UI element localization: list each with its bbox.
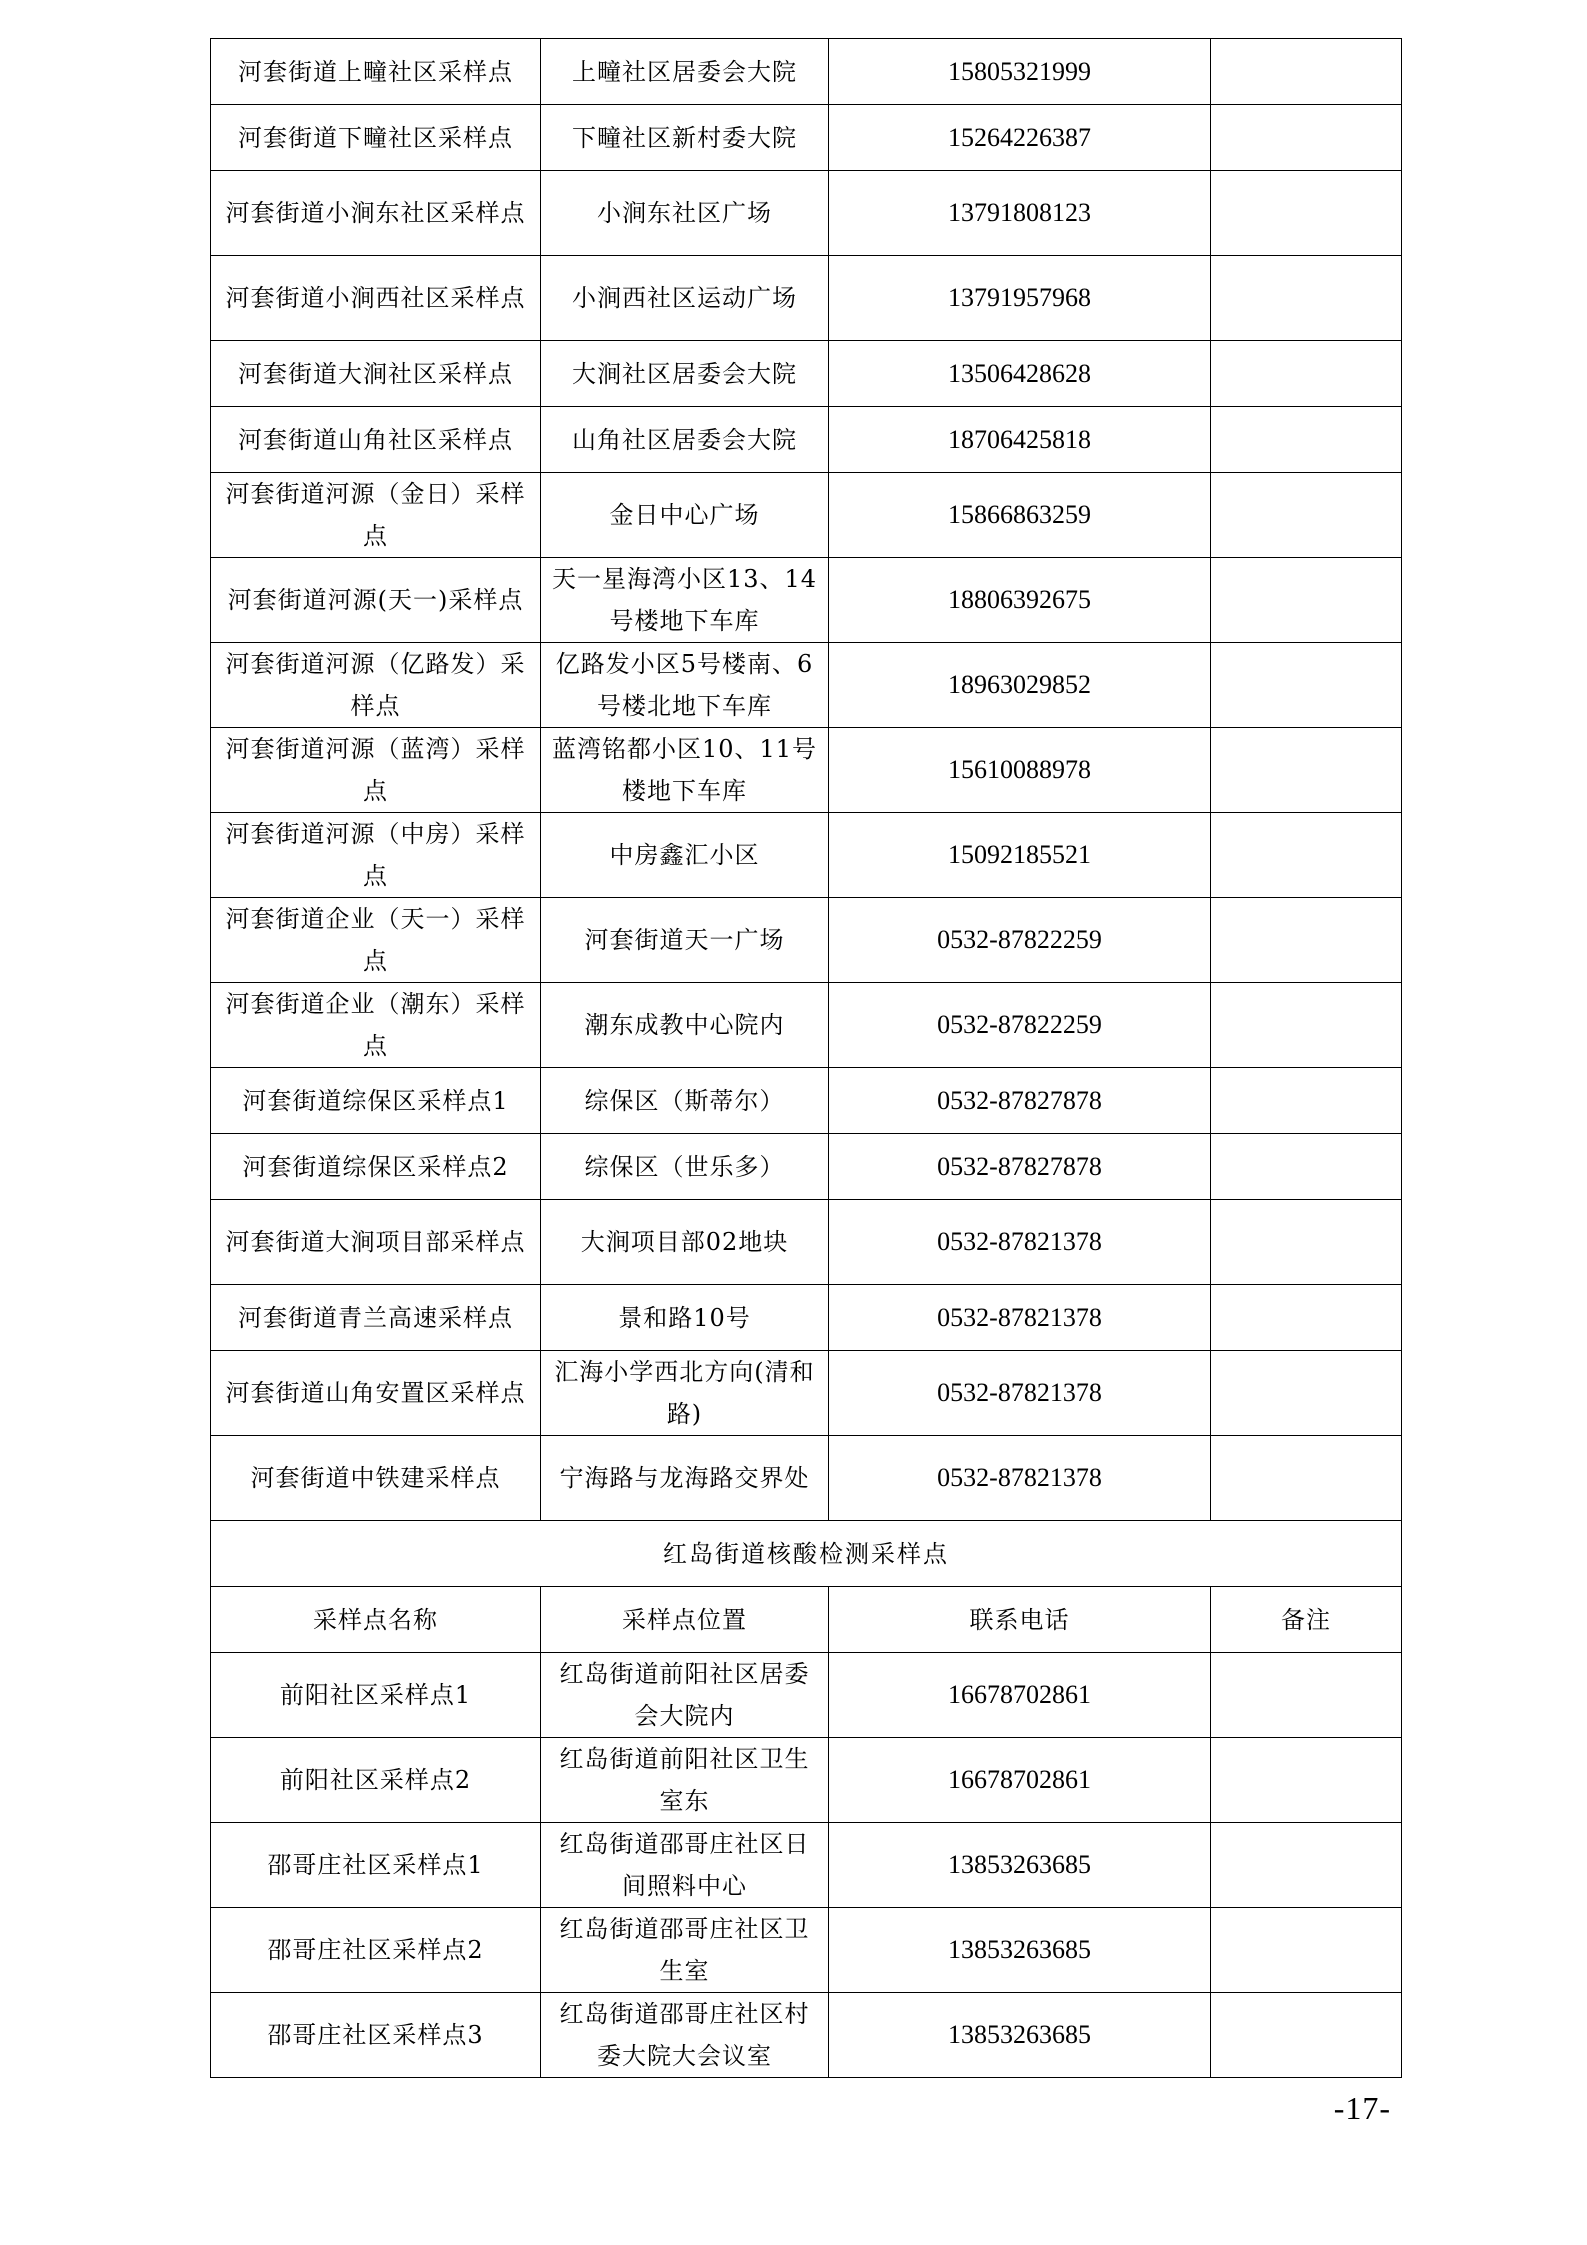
table-row bbox=[211, 1285, 1402, 1351]
site-phone: 0532-87827878 bbox=[829, 1134, 1211, 1200]
site-phone: 13853263685 bbox=[829, 1993, 1211, 2078]
site-name: 邵哥庄社区采样点1 bbox=[211, 1823, 541, 1908]
site-location: 天一星海湾小区13、14号楼地下车库 bbox=[541, 558, 829, 643]
site-note bbox=[1211, 473, 1402, 558]
site-location: 潮东成教中心院内 bbox=[541, 983, 829, 1068]
table-row bbox=[211, 256, 1402, 341]
site-location: 大涧项目部02地块 bbox=[541, 1200, 829, 1285]
site-location: 山角社区居委会大院 bbox=[541, 407, 829, 473]
column-header-location: 采样点位置 bbox=[541, 1587, 829, 1653]
site-note bbox=[1211, 1908, 1402, 1993]
table-row bbox=[211, 1068, 1402, 1134]
site-location: 小涧西社区运动广场 bbox=[541, 256, 829, 341]
column-header-row bbox=[211, 1587, 1402, 1653]
site-note bbox=[1211, 1653, 1402, 1738]
site-note bbox=[1211, 1285, 1402, 1351]
table-row bbox=[211, 105, 1402, 171]
table-row bbox=[211, 1134, 1402, 1200]
site-location: 中房鑫汇小区 bbox=[541, 813, 829, 898]
site-phone: 0532-87822259 bbox=[829, 983, 1211, 1068]
table-row bbox=[211, 39, 1402, 105]
site-note bbox=[1211, 558, 1402, 643]
site-name: 河套街道企业（天一）采样点 bbox=[211, 898, 541, 983]
site-name: 河套街道小涧西社区采样点 bbox=[211, 256, 541, 341]
table-row bbox=[211, 1351, 1402, 1436]
site-note bbox=[1211, 983, 1402, 1068]
site-note bbox=[1211, 1351, 1402, 1436]
site-phone: 15866863259 bbox=[829, 473, 1211, 558]
site-name: 邵哥庄社区采样点3 bbox=[211, 1993, 541, 2078]
table-row bbox=[211, 1653, 1402, 1738]
site-phone: 0532-87821378 bbox=[829, 1200, 1211, 1285]
table-row bbox=[211, 728, 1402, 813]
site-name: 河套街道河源(天一)采样点 bbox=[211, 558, 541, 643]
site-name: 前阳社区采样点2 bbox=[211, 1738, 541, 1823]
site-phone: 0532-87827878 bbox=[829, 1068, 1211, 1134]
site-phone: 13853263685 bbox=[829, 1823, 1211, 1908]
table-row bbox=[211, 643, 1402, 728]
site-name: 河套街道大涧项目部采样点 bbox=[211, 1200, 541, 1285]
table-row bbox=[211, 983, 1402, 1068]
site-note bbox=[1211, 1068, 1402, 1134]
site-phone: 15092185521 bbox=[829, 813, 1211, 898]
site-name: 河套街道青兰高速采样点 bbox=[211, 1285, 541, 1351]
site-note bbox=[1211, 1993, 1402, 2078]
site-location: 亿路发小区5号楼南、6号楼北地下车库 bbox=[541, 643, 829, 728]
site-name: 河套街道上疃社区采样点 bbox=[211, 39, 541, 105]
site-location: 红岛街道邵哥庄社区日间照料中心 bbox=[541, 1823, 829, 1908]
table-row bbox=[211, 1908, 1402, 1993]
site-location: 景和路10号 bbox=[541, 1285, 829, 1351]
site-location: 红岛街道邵哥庄社区村委大院大会议室 bbox=[541, 1993, 829, 2078]
site-name: 河套街道山角社区采样点 bbox=[211, 407, 541, 473]
site-name: 河套街道河源（蓝湾）采样点 bbox=[211, 728, 541, 813]
table-row bbox=[211, 1993, 1402, 2078]
site-name: 邵哥庄社区采样点2 bbox=[211, 1908, 541, 1993]
site-location: 上疃社区居委会大院 bbox=[541, 39, 829, 105]
site-note bbox=[1211, 256, 1402, 341]
site-note bbox=[1211, 643, 1402, 728]
page-number: -17- bbox=[1333, 2090, 1391, 2126]
site-phone: 15805321999 bbox=[829, 39, 1211, 105]
site-note bbox=[1211, 105, 1402, 171]
site-phone: 15610088978 bbox=[829, 728, 1211, 813]
site-phone: 0532-87822259 bbox=[829, 898, 1211, 983]
site-note bbox=[1211, 728, 1402, 813]
site-phone: 0532-87821378 bbox=[829, 1436, 1211, 1521]
site-note bbox=[1211, 1200, 1402, 1285]
site-phone: 18806392675 bbox=[829, 558, 1211, 643]
site-location: 小涧东社区广场 bbox=[541, 171, 829, 256]
site-note bbox=[1211, 1436, 1402, 1521]
site-note bbox=[1211, 1134, 1402, 1200]
site-location: 蓝湾铭都小区10、11号楼地下车库 bbox=[541, 728, 829, 813]
column-header-phone: 联系电话 bbox=[829, 1587, 1211, 1653]
site-phone: 16678702861 bbox=[829, 1738, 1211, 1823]
site-phone: 18706425818 bbox=[829, 407, 1211, 473]
site-note bbox=[1211, 39, 1402, 105]
table-row bbox=[211, 1200, 1402, 1285]
table-row bbox=[211, 1436, 1402, 1521]
site-note bbox=[1211, 1823, 1402, 1908]
site-name: 河套街道下疃社区采样点 bbox=[211, 105, 541, 171]
site-phone: 0532-87821378 bbox=[829, 1351, 1211, 1436]
table-row bbox=[211, 558, 1402, 643]
site-phone: 13791808123 bbox=[829, 171, 1211, 256]
sampling-points-table bbox=[210, 38, 1402, 2078]
table-row bbox=[211, 813, 1402, 898]
site-name: 河套街道河源（中房）采样点 bbox=[211, 813, 541, 898]
site-location: 红岛街道前阳社区卫生室东 bbox=[541, 1738, 829, 1823]
site-name: 河套街道河源（金日）采样点 bbox=[211, 473, 541, 558]
column-header-name: 采样点名称 bbox=[211, 1587, 541, 1653]
site-name: 河套街道综保区采样点1 bbox=[211, 1068, 541, 1134]
site-location: 金日中心广场 bbox=[541, 473, 829, 558]
site-name: 河套街道小涧东社区采样点 bbox=[211, 171, 541, 256]
table-row bbox=[211, 407, 1402, 473]
site-note bbox=[1211, 407, 1402, 473]
site-phone: 0532-87821378 bbox=[829, 1285, 1211, 1351]
table-row bbox=[211, 1823, 1402, 1908]
table-row bbox=[211, 1738, 1402, 1823]
table-row bbox=[211, 341, 1402, 407]
table-row bbox=[211, 898, 1402, 983]
site-name: 前阳社区采样点1 bbox=[211, 1653, 541, 1738]
site-location: 红岛街道前阳社区居委会大院内 bbox=[541, 1653, 829, 1738]
site-location: 综保区（斯蒂尔） bbox=[541, 1068, 829, 1134]
site-note bbox=[1211, 898, 1402, 983]
site-location: 红岛街道邵哥庄社区卫生室 bbox=[541, 1908, 829, 1993]
site-note bbox=[1211, 171, 1402, 256]
site-phone: 13791957968 bbox=[829, 256, 1211, 341]
site-name: 河套街道大涧社区采样点 bbox=[211, 341, 541, 407]
site-phone: 13506428628 bbox=[829, 341, 1211, 407]
site-name: 河套街道河源（亿路发）采样点 bbox=[211, 643, 541, 728]
site-name: 河套街道综保区采样点2 bbox=[211, 1134, 541, 1200]
site-name: 河套街道山角安置区采样点 bbox=[211, 1351, 541, 1436]
site-location: 汇海小学西北方向(清和路) bbox=[541, 1351, 829, 1436]
site-note bbox=[1211, 1738, 1402, 1823]
site-note bbox=[1211, 813, 1402, 898]
site-phone: 16678702861 bbox=[829, 1653, 1211, 1738]
site-phone: 15264226387 bbox=[829, 105, 1211, 171]
site-phone: 13853263685 bbox=[829, 1908, 1211, 1993]
site-location: 综保区（世乐多） bbox=[541, 1134, 829, 1200]
site-location: 大涧社区居委会大院 bbox=[541, 341, 829, 407]
site-location: 下疃社区新村委大院 bbox=[541, 105, 829, 171]
site-location: 河套街道天一广场 bbox=[541, 898, 829, 983]
table-row bbox=[211, 473, 1402, 558]
site-note bbox=[1211, 341, 1402, 407]
site-name: 河套街道中铁建采样点 bbox=[211, 1436, 541, 1521]
section-title: 红岛街道核酸检测采样点 bbox=[211, 1521, 1402, 1587]
table-row bbox=[211, 171, 1402, 256]
section-header-row bbox=[211, 1521, 1402, 1587]
site-location: 宁海路与龙海路交界处 bbox=[541, 1436, 829, 1521]
site-phone: 18963029852 bbox=[829, 643, 1211, 728]
column-header-note: 备注 bbox=[1211, 1587, 1402, 1653]
site-name: 河套街道企业（潮东）采样点 bbox=[211, 983, 541, 1068]
